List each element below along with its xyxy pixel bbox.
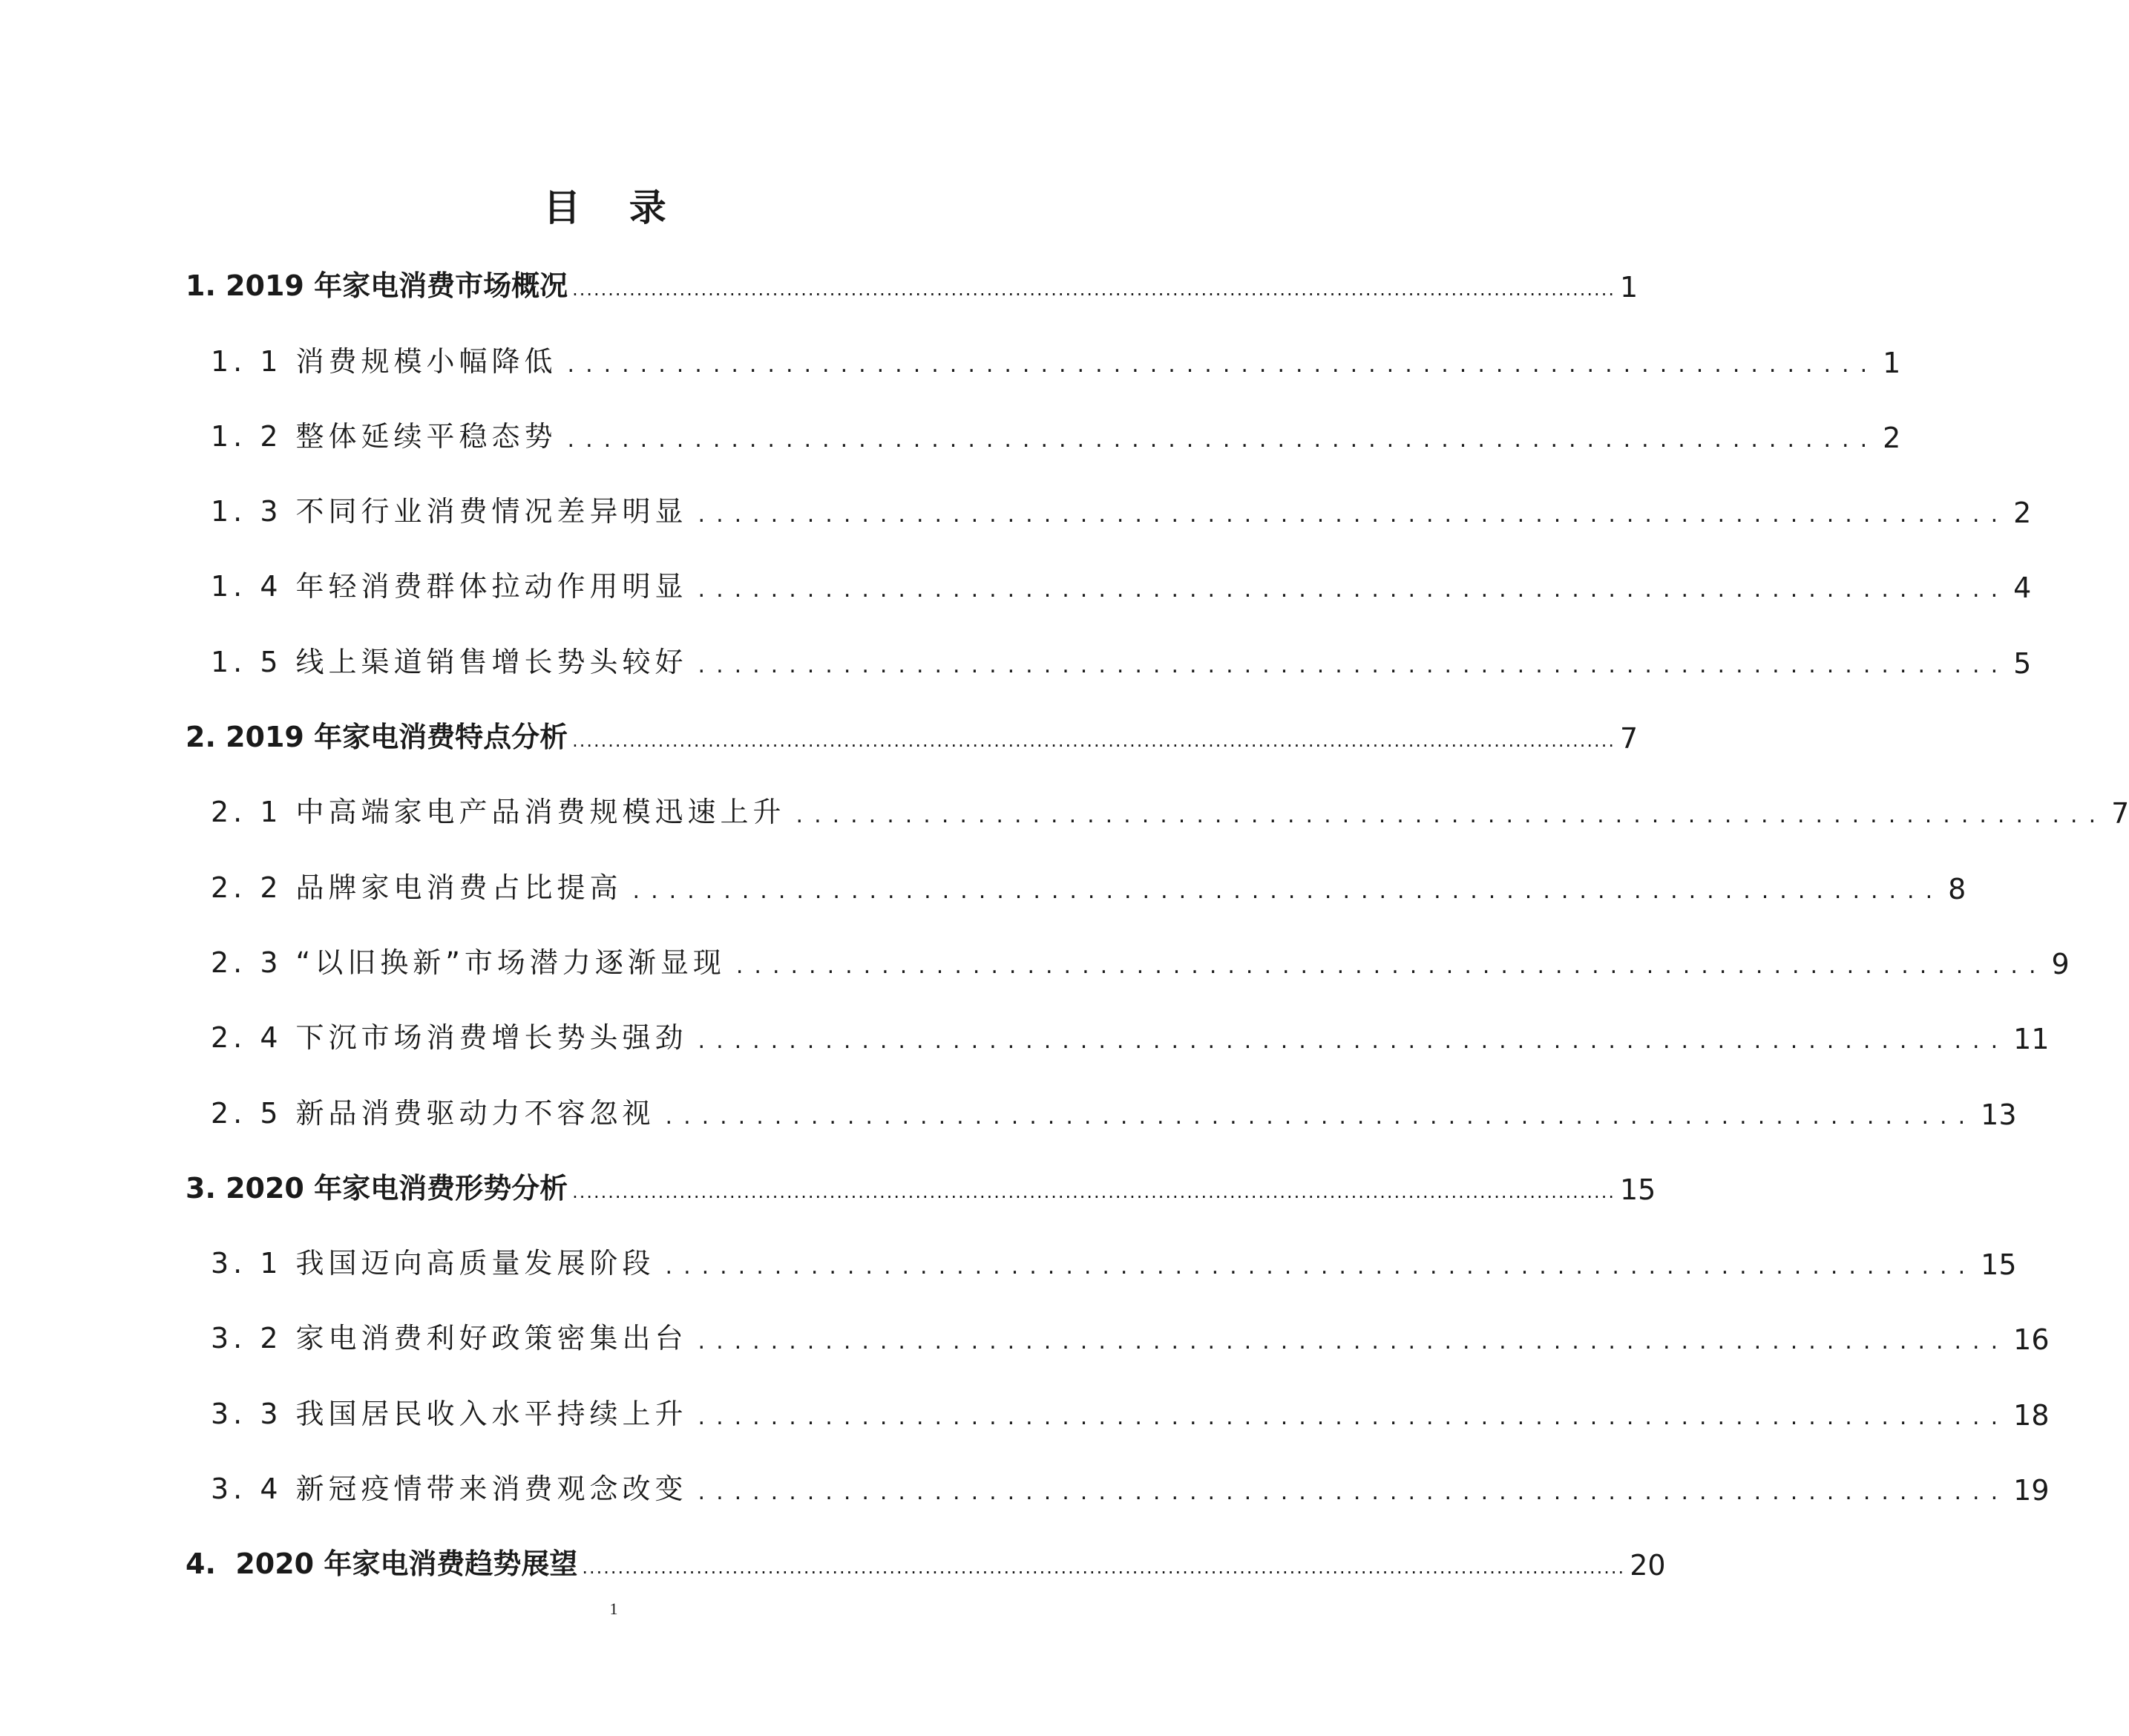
toc-entry-label [211, 1315, 688, 1356]
toc-entry-page: 15 [1619, 1173, 1656, 1206]
toc-entry-1-2[interactable] [186, 396, 1901, 471]
toc-entry-text: 中高端家电产品消费规模迅速上升 [295, 796, 786, 829]
toc-entry-text: 年家电消费特点分析 [314, 721, 568, 754]
toc-entry-text: 不同行业消费情况差异明显 [295, 495, 688, 528]
toc-entry-number: 4. 2020 [186, 1547, 315, 1581]
toc-entry-1-4[interactable] [186, 546, 2032, 620]
toc-entry-text: 新冠疫情带来消费观念改变 [295, 1473, 688, 1506]
dot-leader: .................................................................................................................................................. [572, 279, 1615, 301]
toc-entry-page: 16 [2013, 1323, 2050, 1357]
dot-leader: .................................................................................................................................................. [572, 730, 1615, 752]
toc-entry-page: 2 [2013, 497, 2032, 530]
dot-leader: ........................................................................ [698, 577, 2010, 603]
toc-entry-1-5[interactable] [186, 620, 2032, 695]
toc-entry-text: 家电消费利好政策密集出台 [295, 1322, 688, 1355]
dot-leader: ........................................................................ [698, 1479, 2010, 1506]
toc-entry-number: 2. 1 [211, 796, 283, 829]
toc-entry-2-5[interactable] [186, 1072, 2017, 1147]
toc-entry-text: 新品消费驱动力不容忽视 [295, 1096, 655, 1130]
toc-entry-number: 1. 2 [211, 419, 283, 453]
toc-entry-label [211, 338, 557, 379]
toc-entry-4[interactable] [186, 1523, 1666, 1598]
toc-entry-number: 2. 2019 [186, 721, 304, 754]
toc-entry-2-1[interactable] [186, 771, 2129, 846]
toc-entry-3-4[interactable] [186, 1448, 2050, 1523]
toc-entry-label [211, 488, 688, 529]
toc-entry-page: 11 [2013, 1023, 2050, 1056]
toc-entry-number: 2. 4 [211, 1021, 283, 1055]
page-number: 1 [609, 1599, 618, 1618]
toc-entry-number: 1. 4 [211, 570, 283, 603]
toc-entry-page: 13 [1981, 1098, 2017, 1131]
toc-entry-number: 3. 3 [211, 1397, 283, 1430]
toc-entry-label [186, 714, 568, 755]
toc-entry-label [186, 263, 568, 304]
dot-leader: ........................................................................ [665, 1254, 1977, 1280]
toc-entry-label [211, 1466, 688, 1507]
toc-entry-number: 1. 1 [211, 344, 283, 378]
toc-entry-number: 3. 1 [211, 1247, 283, 1280]
toc-entry-label [186, 1165, 568, 1206]
toc-entry-text: 年轻消费群体拉动作用明显 [295, 570, 688, 603]
toc-entry-page: 2 [1883, 421, 1901, 454]
dot-leader: ........................................................................ [632, 877, 1944, 904]
toc-entry-label [211, 1090, 655, 1131]
toc-entry-text: 年家电消费市场概况 [314, 269, 568, 303]
toc-entry-1-3[interactable] [186, 471, 2032, 546]
toc-entry-text: 年家电消费形势分析 [314, 1171, 568, 1205]
dot-leader: ........................................................................ [567, 351, 1879, 378]
dot-leader: .................................................................................................................................................. [572, 1181, 1615, 1202]
toc-entry-label [211, 1240, 655, 1281]
toc-entry-number: 3. 2020 [186, 1171, 304, 1205]
toc-entry-page: 1 [1619, 271, 1638, 304]
toc-entry-text: “以旧换新”市场潜力逐渐显现 [295, 946, 726, 979]
toc-entry-label [211, 1391, 688, 1432]
toc-entry-page: 9 [2051, 947, 2070, 980]
toc-entry-label [211, 413, 557, 454]
toc-entry-label [186, 1541, 577, 1582]
toc-entry-1-1[interactable] [186, 320, 1901, 395]
toc-entry-text: 整体延续平稳态势 [295, 419, 557, 453]
toc-entry-3[interactable] [186, 1147, 1656, 1222]
dot-leader: ........................................................................ [698, 502, 2010, 528]
toc-entry-3-2[interactable] [186, 1297, 2050, 1372]
toc-entry-page: 19 [2013, 1474, 2050, 1507]
toc-entry-label [211, 639, 688, 680]
toc-entry-page: 15 [1981, 1248, 2017, 1282]
toc-entry-page: 7 [2111, 797, 2129, 831]
dot-leader: ........................................................................ [698, 1329, 2010, 1355]
dot-leader: ........................................................................ [735, 952, 2047, 979]
toc-entry-2-3[interactable] [186, 922, 2070, 997]
toc-entry-3-3[interactable] [186, 1372, 2050, 1447]
toc-entry-page: 8 [1948, 872, 1966, 905]
toc-entry-number: 3. 2 [211, 1322, 283, 1355]
toc-entry-number: 1. 2019 [186, 269, 304, 303]
toc-entry-page: 20 [1630, 1549, 1666, 1582]
toc-entry-page: 7 [1619, 722, 1638, 756]
toc-entry-2-4[interactable] [186, 997, 2050, 1072]
toc-entry-1[interactable] [186, 245, 1638, 320]
toc-entry-number: 1. 3 [211, 495, 283, 528]
toc-entry-page: 1 [1883, 346, 1901, 379]
table-of-contents [186, 245, 2129, 1598]
dot-leader: ........................................................................ [567, 426, 1879, 453]
dot-leader: ........................................................................ [698, 1028, 2010, 1055]
toc-entry-label [211, 1015, 688, 1055]
toc-entry-2-2[interactable] [186, 846, 1966, 921]
toc-entry-text: 下沉市场消费增长势头强劲 [295, 1021, 688, 1055]
toc-entry-label [211, 563, 688, 604]
toc-entry-number: 3. 4 [211, 1473, 283, 1506]
toc-entry-2[interactable] [186, 696, 1638, 771]
toc-entry-label [211, 865, 623, 905]
dot-leader: ........................................................................ [698, 1403, 2010, 1430]
toc-entry-text: 我国居民收入水平持续上升 [295, 1397, 688, 1430]
toc-entry-number: 2. 5 [211, 1096, 283, 1130]
dot-leader: ........................................................................ [795, 802, 2107, 829]
toc-entry-text: 我国迈向高质量发展阶段 [295, 1247, 655, 1280]
dot-leader: ........................................................................ [698, 652, 2010, 678]
dot-leader: ........................................................................ [665, 1103, 1977, 1130]
toc-entry-page: 5 [2013, 646, 2032, 680]
toc-entry-text: 年家电消费趋势展望 [324, 1547, 578, 1581]
toc-entry-page: 4 [2013, 571, 2032, 605]
toc-entry-text: 消费规模小幅降低 [295, 344, 557, 378]
toc-entry-number: 1. 5 [211, 645, 283, 678]
toc-entry-page: 18 [2013, 1398, 2050, 1432]
toc-entry-text: 线上渠道销售增长势头较好 [295, 645, 688, 678]
toc-entry-text: 品牌家电消费占比提高 [295, 871, 623, 904]
page-title: 目 录 [543, 186, 684, 229]
toc-entry-number: 2. 2 [211, 871, 283, 904]
toc-entry-3-1[interactable] [186, 1222, 2017, 1297]
toc-entry-label [211, 789, 786, 830]
toc-entry-label [211, 940, 726, 980]
toc-entry-number: 2. 3 [211, 946, 283, 979]
dot-leader: .................................................................................................................................................. [582, 1557, 1626, 1579]
